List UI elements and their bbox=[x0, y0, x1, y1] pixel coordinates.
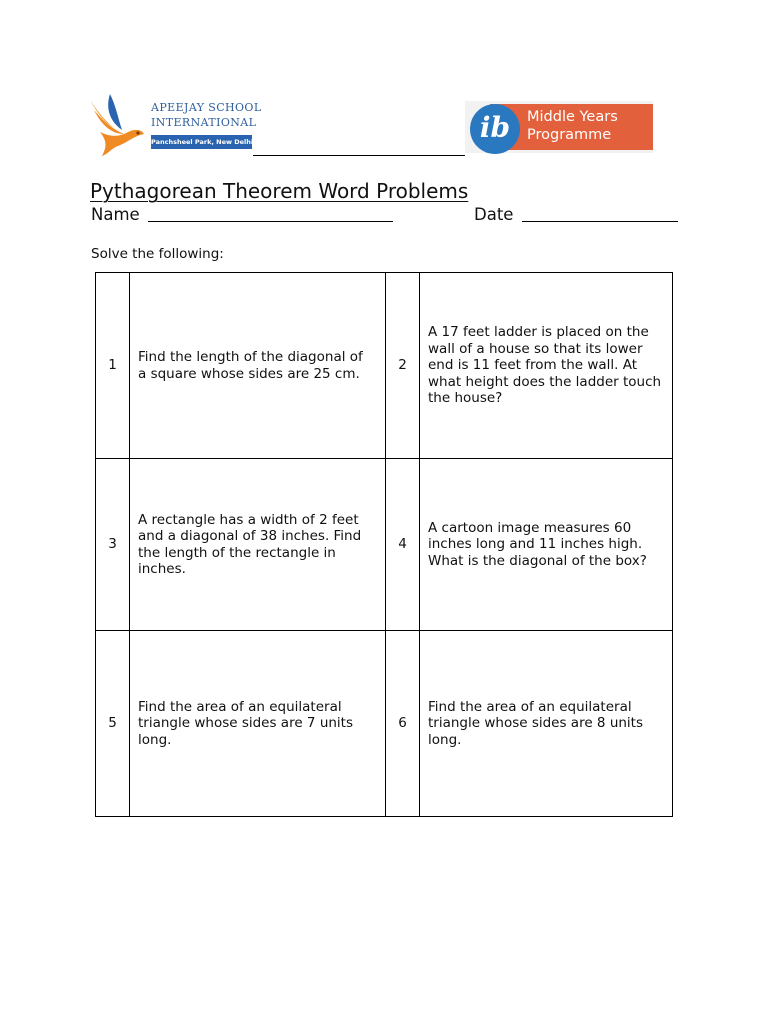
ib-letters: ib bbox=[479, 111, 511, 144]
name-label: Name bbox=[91, 205, 140, 224]
date-label: Date bbox=[474, 205, 514, 224]
name-field[interactable] bbox=[148, 221, 393, 222]
school-location-tag: Panchsheel Park, New Delhi bbox=[151, 135, 252, 149]
header-rule bbox=[253, 155, 465, 156]
school-name-line1: APEEJAY SCHOOL bbox=[151, 101, 262, 114]
instructions: Solve the following: bbox=[91, 246, 224, 262]
bird-icon bbox=[90, 94, 144, 156]
problem-number: 2 bbox=[386, 273, 420, 459]
problem-text: A cartoon image measures 60 inches long and 11 inches high. What is the diagonal of the box? bbox=[420, 459, 673, 631]
table-row bbox=[96, 631, 673, 817]
problem-text: A 17 feet ladder is placed on the wall of a house so that its lower end is 11 feet from the wall. At what height does the ladder touch the house? bbox=[420, 273, 673, 459]
table-row bbox=[96, 459, 673, 631]
date-field[interactable] bbox=[522, 221, 678, 222]
table-row bbox=[96, 273, 673, 459]
problem-text: Find the area of an equilateral triangle whose sides are 7 units long. bbox=[130, 631, 386, 817]
ib-programme-line1: Middle Years bbox=[527, 109, 618, 125]
worksheet-title: Pythagorean Theorem Word Problems bbox=[90, 179, 469, 203]
problem-text: Find the area of an equilateral triangle whose sides are 8 units long. bbox=[420, 631, 673, 817]
problems-table bbox=[95, 272, 673, 817]
school-name-line2: INTERNATIONAL bbox=[151, 116, 257, 129]
ib-programme-line2: Programme bbox=[527, 127, 612, 143]
problem-number: 3 bbox=[96, 459, 130, 631]
problem-text: Find the length of the diagonal of a square whose sides are 25 cm. bbox=[130, 273, 386, 459]
problem-number: 4 bbox=[386, 459, 420, 631]
problem-number: 1 bbox=[96, 273, 130, 459]
problem-number: 5 bbox=[96, 631, 130, 817]
problem-number: 6 bbox=[386, 631, 420, 817]
problem-text: A rectangle has a width of 2 feet and a diagonal of 38 inches. Find the length of the rectangle in inches. bbox=[130, 459, 386, 631]
